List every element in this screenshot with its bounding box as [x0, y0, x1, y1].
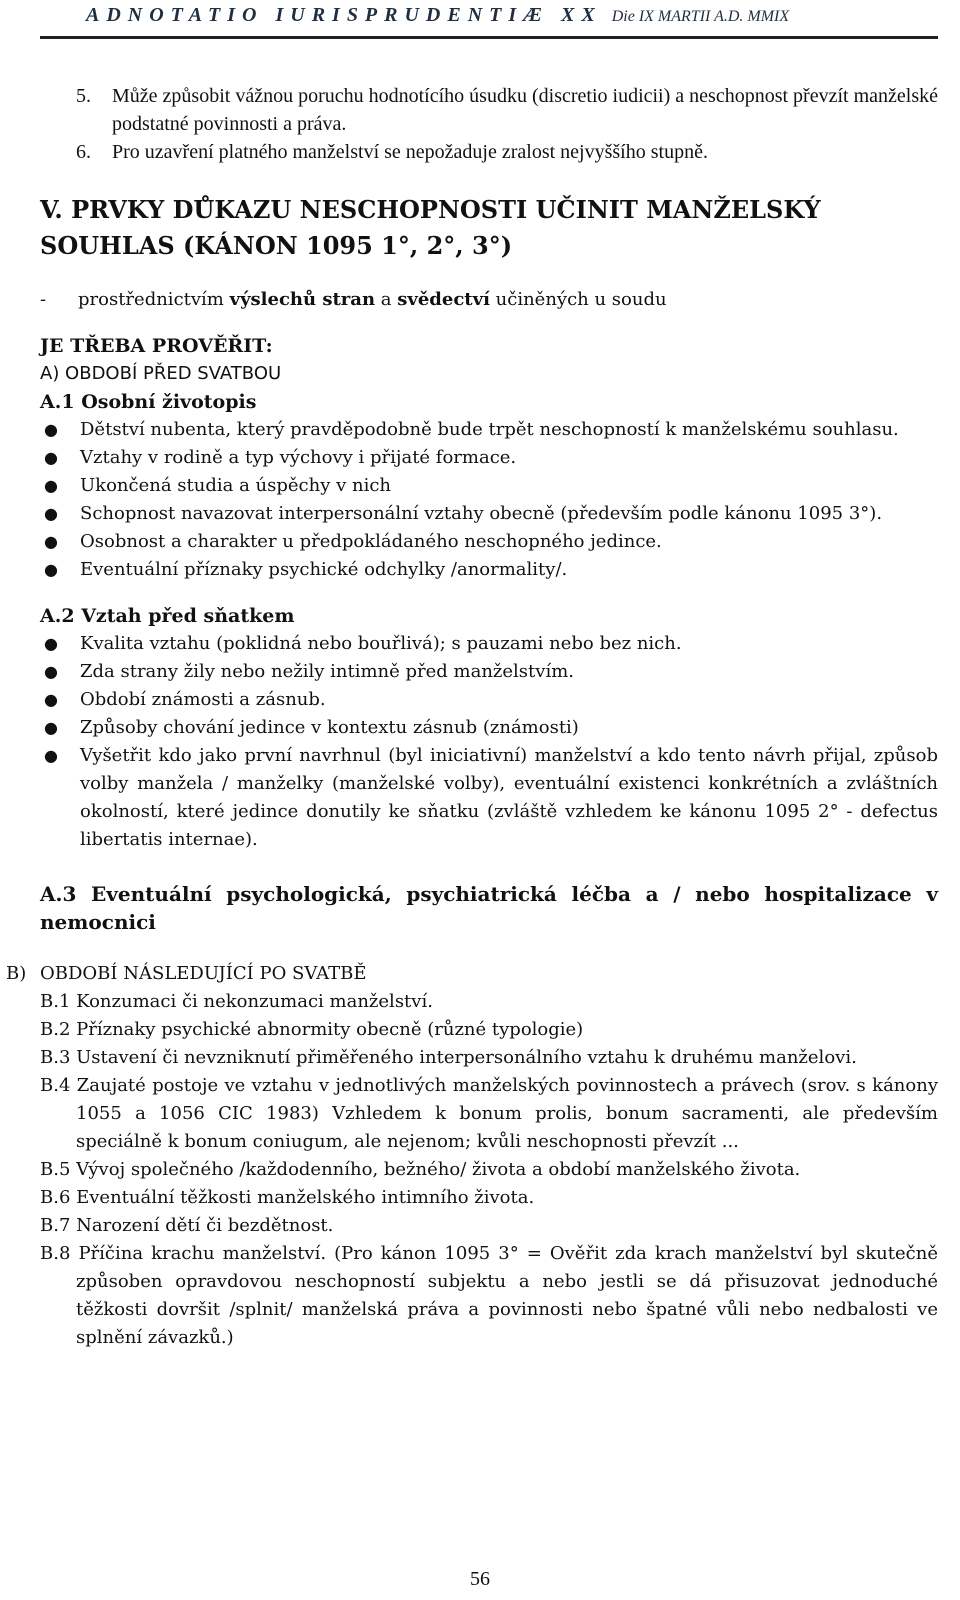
check-block	[40, 332, 938, 584]
list-item-text: Schopnost navazovat interpersonální vztahy obecně (především podle kánonu 1095 3°).	[80, 503, 883, 524]
period-b-title: OBDOBÍ NÁSLEDUJÍCÍ PO SVATBĚ	[40, 963, 367, 984]
intro-dash: -	[40, 289, 47, 310]
list-item-text: Zda strany žily nebo nežily intimně před manželstvím.	[80, 661, 574, 682]
b-item: B.3 Ustavení či nevzniknutí přiměřeného interpersonálního vztahu k druhému manželovi.	[40, 1047, 857, 1068]
bullet-icon: ●	[44, 504, 58, 523]
list-item	[40, 500, 938, 528]
bullet-icon: ●	[44, 420, 58, 439]
list-item	[40, 556, 938, 584]
list-item-text: Ukončená studia a úspěchy v nich	[80, 475, 392, 496]
list-item	[40, 416, 938, 444]
b-item: B.8 Příčina krachu manželství. (Pro kánon 1095 3° = Ověřit zda krach manželství byl skutečně způsoben opravdovou neschopností subjektu a nebo jestli se dá přisuzovat jednoduché těžkosti dovršit /splnit/ manželská práva a povinnosti nebo špatné vůli nebo nedbalosti ve splnění závazků.)	[40, 1243, 938, 1348]
list-item	[40, 472, 938, 500]
item-number: 6.	[76, 141, 91, 163]
list-item	[40, 686, 938, 714]
list-item-text: Období známosti a zásnub.	[80, 689, 326, 710]
list-item-text: Eventuální příznaky psychické odchylky /anormality/.	[80, 559, 568, 580]
a1-title: A.1 Osobní životopis	[40, 391, 257, 413]
intro-text	[78, 286, 667, 314]
bullet-icon: ●	[44, 448, 58, 467]
section-title: V. PRVKY DŮKAZU NESCHOPNOSTI UČINIT MANŽELSKÝ SOUHLAS (KÁNON 1095 1°, 2°, 3°)	[40, 195, 821, 260]
numbered-item	[40, 138, 938, 166]
b-item: B.4 Zaujaté postoje ve vztahu v jednotlivých manželských povinnostech a právech (srov. s kánony 1055 a 1056 CIC 1983) Vzhledem k bonum prolis, bonum sacramenti, ale především speciálně k bonum coniugum, ale nejenom; kvůli neschopnosti převzít ...	[40, 1075, 938, 1152]
intro-part1: prostřednictvím	[78, 289, 224, 310]
item-text: Pro uzavření platného manželství se nepožaduje zralost nejvyššího stupně.	[112, 141, 708, 163]
bullet-icon: ●	[44, 560, 58, 579]
bullet-icon: ●	[44, 690, 58, 709]
a3-title: A.3 Eventuální psychologická, psychiatrická léčba a / nebo hospitalizace v nemocnici	[40, 882, 938, 934]
list-item-text: Vztahy v rodině a typ výchovy i přijaté formace.	[80, 447, 517, 468]
b-item: B.1 Konzumaci či nekonzumaci manželství.	[40, 991, 433, 1012]
b-item: B.7 Narození dětí či bezdětnost.	[40, 1215, 334, 1236]
bullet-icon: ●	[44, 476, 58, 495]
bullet-icon: ●	[44, 718, 58, 737]
bullet-icon: ●	[44, 634, 58, 653]
header-date: Die IX MARTII A.D. MMIX	[611, 8, 790, 25]
list-item	[40, 528, 938, 556]
list-item-text: Dětství nubenta, který pravděpodobně bude trpět neschopností k manželskému souhlasu.	[80, 419, 899, 440]
running-header	[86, 4, 906, 30]
page-number: 56	[470, 1568, 490, 1590]
numbered-item	[40, 82, 938, 138]
item-text: Může způsobit vážnou poruchu hodnotícího úsudku (discretio iudicii) a neschopnost převzít manželské podstatné povinnosti a práva.	[112, 85, 938, 135]
list-item-text: Osobnost a charakter u předpokládaného neschopného jedince.	[80, 531, 662, 552]
list-item-text: Vyšetřit kdo jako první navrhnul (byl iniciativní) manželství a kdo tento návrh přijal, způsob volby manžela / manželky (manželské volby), eventuální existenci konkrétních a zvláštních okolností, které jedince donutily ke sňatku (zvláště vzhledem ke kánonu 1095 2° - defectus libertatis internae).	[80, 745, 938, 850]
a1-list	[40, 416, 938, 584]
list-item	[40, 630, 938, 658]
b-item: B.6 Eventuální těžkosti manželského intimního života.	[40, 1187, 535, 1208]
bullet-icon: ●	[44, 746, 58, 765]
list-item	[40, 444, 938, 472]
intro-line	[40, 286, 938, 314]
item-number: 5.	[76, 85, 91, 107]
page-content	[6, 82, 938, 1352]
period-b-heading	[6, 960, 938, 988]
check-heading: JE TŘEBA PROVĚŘIT:	[40, 335, 273, 357]
bullet-icon: ●	[44, 532, 58, 551]
period-b-label: B)	[6, 963, 27, 984]
a2-title: A.2 Vztah před sňatkem	[40, 605, 295, 627]
header-rule	[40, 36, 938, 39]
list-item	[40, 714, 938, 742]
list-item-text: Kvalita vztahu (poklidná nebo bouřlivá); s pauzami nebo bez nich.	[80, 633, 682, 654]
intro-part3: učiněných u soudu	[495, 289, 667, 310]
b-item: B.5 Vývoj společného /každodenního, bežného/ života a období manželského života.	[40, 1159, 801, 1180]
intro-part2: a	[380, 289, 392, 310]
bullet-icon: ●	[44, 662, 58, 681]
header-title: ADNOTATIO IURISPRUDENTIÆ XX	[86, 4, 602, 26]
intro-bold1: výslechů stran	[229, 289, 376, 310]
b-item: B.2 Příznaky psychické abnormity obecně (různé typologie)	[40, 1019, 584, 1040]
intro-bold2: svědectví	[397, 289, 490, 310]
list-item	[40, 658, 938, 686]
list-item	[40, 742, 938, 854]
period-b-section	[6, 960, 938, 1352]
period-a-heading: A) OBDOBÍ PŘED SVATBOU	[40, 363, 282, 384]
list-item-text: Způsoby chování jedince v kontextu zásnub (známosti)	[80, 717, 579, 738]
a2-list	[40, 630, 938, 854]
